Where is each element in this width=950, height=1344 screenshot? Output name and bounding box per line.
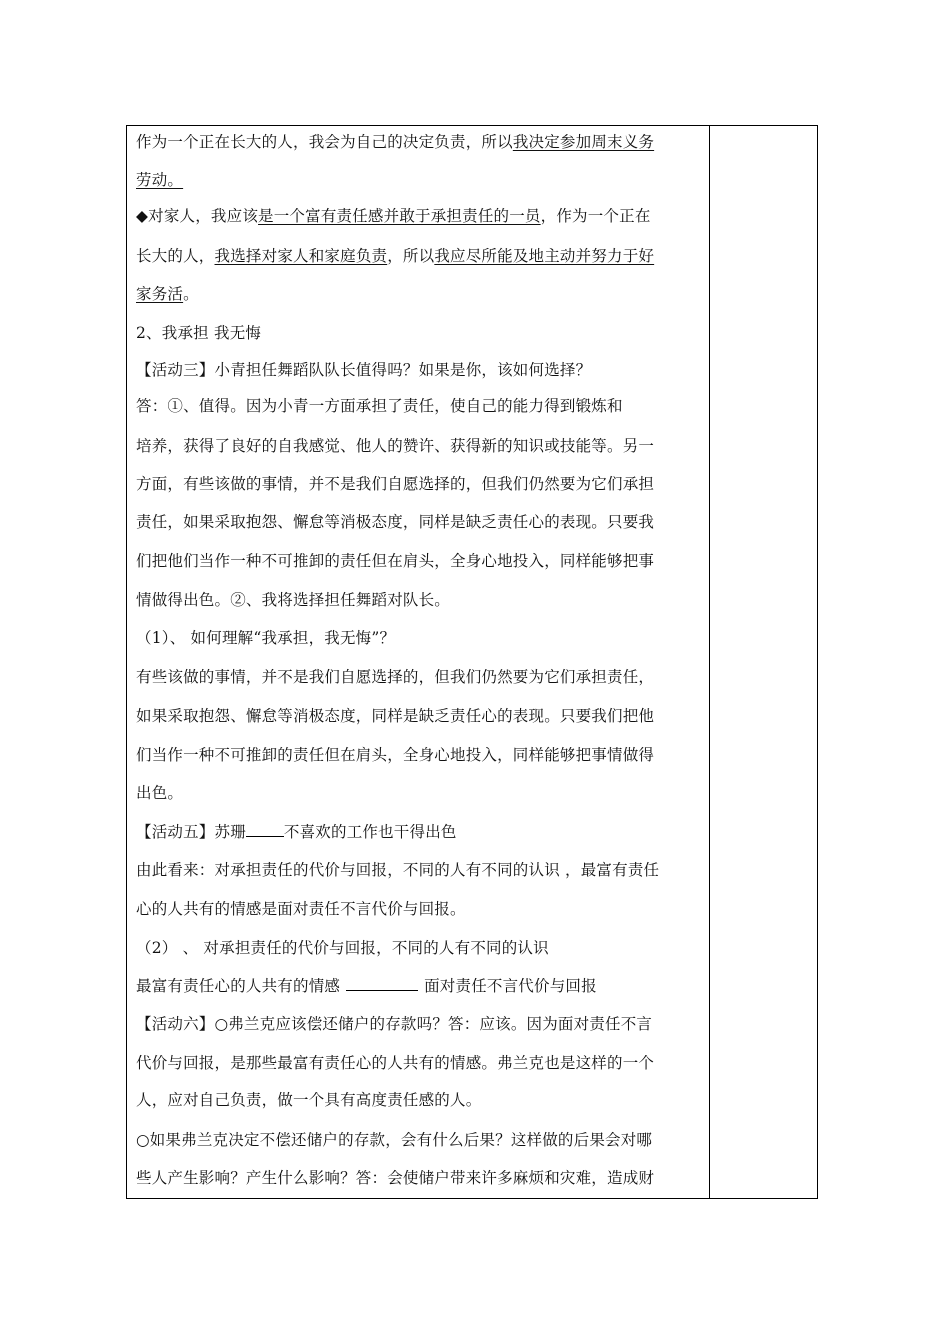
text-line [136,822,457,842]
text-segment: 如果采取抱怨、懈怠等消极态度，同样是缺乏责任心的表现。只要我们把他 [136,707,655,725]
text-segment: 【活动六】○弗兰克应该偿还储户的存款吗？答：应该。因为面对责任不言 [136,1015,653,1033]
text-line [136,1090,481,1110]
text-segment: 最富有责任心的人共有的情感 [136,977,341,995]
text-line [136,246,654,266]
text-line [136,512,654,532]
text-line [136,899,466,919]
text-segment: 不喜欢的工作也干得出色 [283,823,457,841]
underlined-text: 是一个富有责任感并敢于承担责任的一员 [258,207,541,225]
text-line [136,628,395,648]
text-segment: （1）、 如何理解“我承担，我无悔”？ [136,629,396,647]
text-segment: 2、我承担 我无悔 [136,324,262,342]
text-line [136,436,654,456]
text-segment: 作为一个正在长大的人，我会为自己的决定负责，所以 [136,133,513,151]
text-line [136,551,654,571]
text-segment: 出色。 [136,784,184,802]
text-line [136,474,654,494]
text-line [136,706,654,726]
text-segment: 方面，有些该做的事情，并不是我们自愿选择的，但我们仍然要为它们承担 [136,475,655,493]
text-segment: 答：①、值得。因为小青一方面承担了责任，使自己的能力得到锻炼和 [136,397,623,415]
document-table [126,125,818,1199]
text-segment: 。 [183,285,199,303]
underlined-text: 我选择对家人和家庭负责 [214,247,388,265]
text-segment: 代价与回报，是那些最富有责任心的人共有的情感。弗兰克也是这样的一个 [136,1054,655,1072]
text-segment: 有些该做的事情，并不是我们自愿选择的，但我们仍然要为它们承担责任， [136,668,655,686]
text-segment: 【活动三】小青担任舞蹈队队长值得吗？如果是你，该如何选择？ [136,361,592,379]
text-line [136,1014,652,1034]
text-segment: ，作为一个正在 [540,207,651,225]
underlined-text: 劳动。 [136,171,184,189]
text-segment: 情做得出色。②、我将选择担任舞蹈对队长。 [136,591,451,609]
text-segment: 面对责任不言代价与回报 [424,977,597,995]
text-line [136,783,183,803]
text-line [136,1130,652,1150]
fill-in-blank [246,822,284,837]
text-line [136,206,651,226]
text-segment: 【活动五】苏珊 [136,823,246,841]
underlined-text: 我应尽所能及地主动并努力于好 [434,247,655,265]
text-line [136,323,261,343]
text-line [136,667,654,687]
text-segment: 培养，获得了良好的自我感觉、他人的赞许、获得新的知识或技能等。另一 [136,437,655,455]
text-line [136,360,591,380]
text-line [136,976,597,996]
text-line [136,284,199,304]
text-line [136,590,450,610]
text-line [136,132,654,152]
text-line [136,1053,654,1073]
text-segment: （2） 、 对承担责任的代价与回报，不同的人有不同的认识 [136,939,549,957]
text-segment: 们把他们当作一种不可推卸的责任但在肩头，全身心地投入，同样能够把事 [136,552,655,570]
text-line [136,938,549,958]
fill-in-blank [346,976,418,991]
text-segment: 心的人共有的情感是面对责任不言代价与回报。 [136,900,466,918]
text-segment: ◆对家人，我应该 [136,207,259,225]
underlined-text: 家务活 [136,285,184,303]
text-line [136,170,183,190]
text-segment: ○如果弗兰克决定不偿还储户的存款，会有什么后果？这样做的后果会对哪 [136,1131,653,1149]
text-segment: 人，应对自己负责，做一个具有高度责任感的人。 [136,1091,482,1109]
underlined-text: 我决定参加周末义务 [512,133,655,151]
text-segment: 长大的人， [136,247,215,265]
text-segment: 责任，如果采取抱怨、懈怠等消极态度，同样是缺乏责任心的表现。只要我 [136,513,655,531]
text-line [136,860,659,880]
text-segment: 由此看来：对承担责任的代价与回报，不同的人有不同的认识 ，最富有责任 [136,861,660,879]
text-segment: ，所以 [387,247,435,265]
text-line [136,745,654,765]
text-segment: 们当作一种不可推卸的责任但在肩头，全身心地投入，同样能够把事情做得 [136,746,655,764]
text-line [136,1168,654,1188]
text-segment: 些人产生影响？产生什么影响？答：会使储户带来许多麻烦和灾难，造成财 [136,1169,655,1187]
side-cell [710,126,817,1198]
text-line [136,396,623,416]
